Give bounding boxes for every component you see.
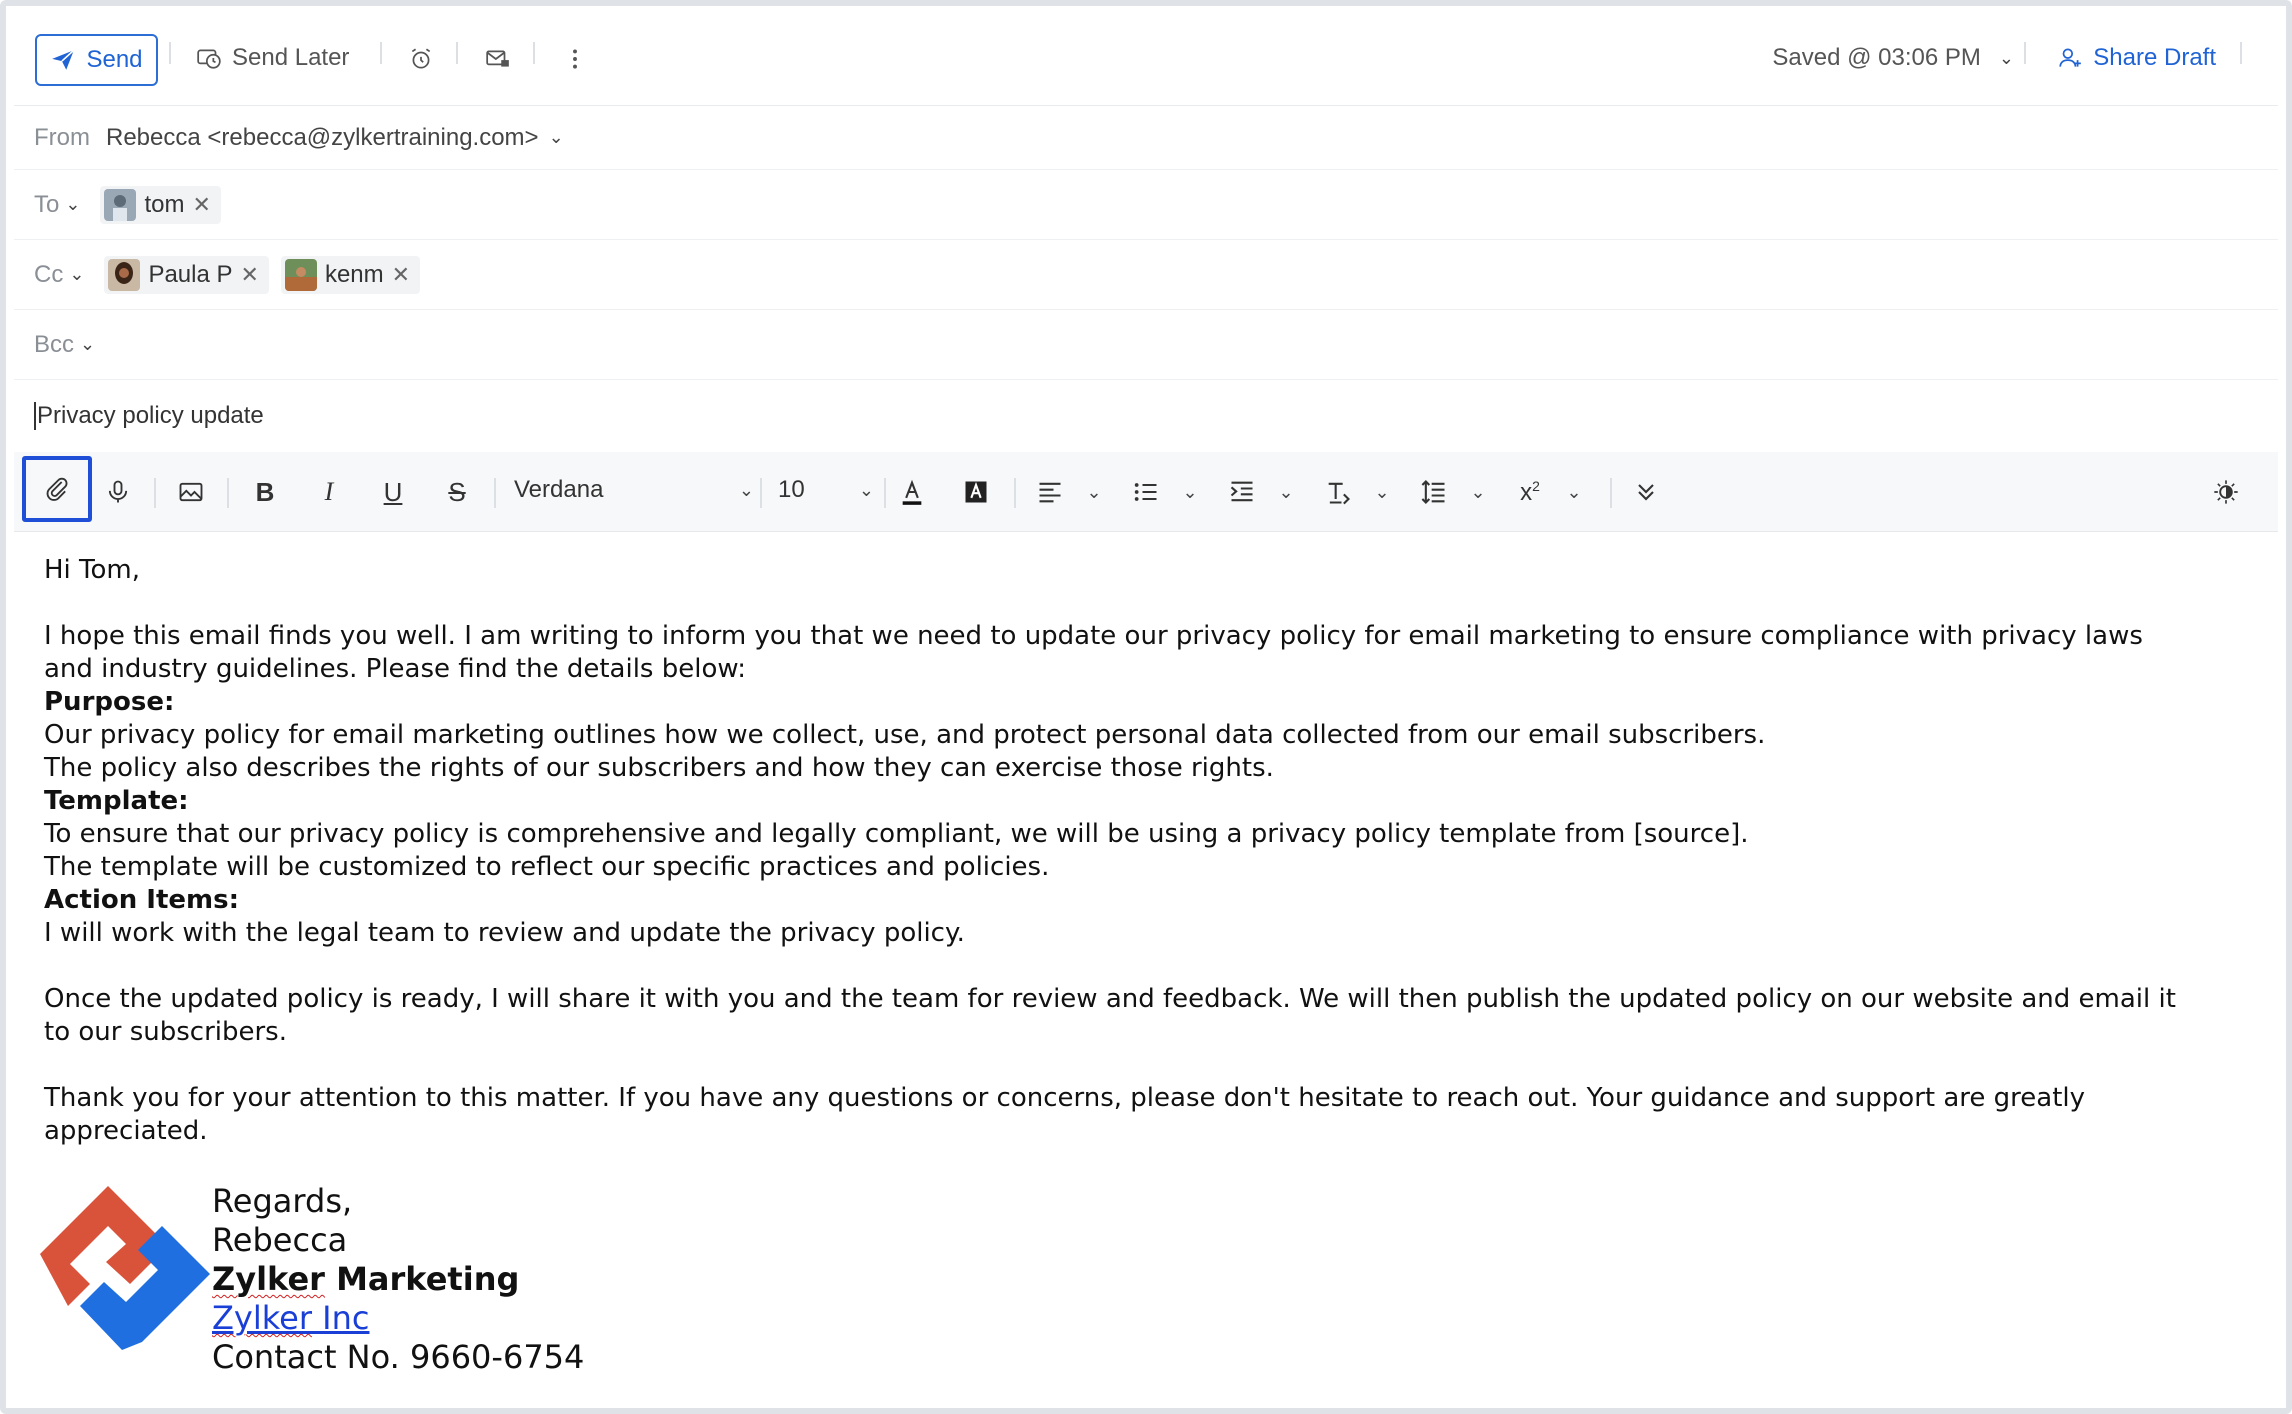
intro-line: I hope this email finds you well. I am writing to inform you that we need to update our privacy policy for email marketing to ensure compliance with privacy laws <box>44 621 2143 651</box>
from-label: From <box>34 123 90 151</box>
chevron-down-icon: ⌄ <box>1182 481 1198 502</box>
toolbar-divider <box>1610 478 1612 508</box>
to-row[interactable] <box>14 170 2278 240</box>
clear-format-icon <box>1324 478 1352 506</box>
closing-line: to our subscribers. <box>44 1017 287 1047</box>
signature-link[interactable] <box>212 1299 584 1338</box>
toolbar-divider <box>1014 478 1016 508</box>
recipient-chip[interactable] <box>100 186 220 224</box>
toolbar-divider <box>884 478 886 508</box>
clock-send-icon <box>196 45 222 71</box>
purpose-line: The policy also describes the rights of our subscribers and how they can exercise those rights. <box>44 753 1274 783</box>
cc-row[interactable] <box>14 240 2278 310</box>
toolbar-divider <box>456 42 458 64</box>
share-draft-label: Share Draft <box>2093 44 2216 71</box>
chevron-down-icon: ⌄ <box>1470 481 1486 502</box>
subject-field[interactable] <box>34 402 264 431</box>
clear-format-button[interactable] <box>1318 472 1358 512</box>
action-line: I will work with the legal team to review and update the privacy policy. <box>44 918 965 948</box>
toolbar-divider <box>2240 42 2242 64</box>
avatar <box>108 259 140 291</box>
superscript-dropdown[interactable] <box>1554 472 1594 512</box>
toolbar-divider <box>154 478 156 508</box>
avatar <box>104 189 136 221</box>
strikethrough-button[interactable] <box>437 472 477 512</box>
reminder-button[interactable] <box>406 44 436 74</box>
avatar <box>285 259 317 291</box>
indent-dropdown[interactable] <box>1266 472 1306 512</box>
chevron-down-icon: ⌄ <box>1998 47 2014 68</box>
share-draft-button[interactable] <box>2057 44 2216 72</box>
line-spacing-icon <box>1420 478 1448 506</box>
superscript-button[interactable] <box>1510 472 1550 512</box>
remove-recipient-icon[interactable]: ✕ <box>240 261 259 287</box>
align-icon <box>1036 478 1064 506</box>
remove-recipient-icon[interactable]: ✕ <box>391 261 411 287</box>
toolbar-divider <box>380 42 382 64</box>
closing-line: Once the updated policy is ready, I will share it with you and the team for review and feedback. We will then publish the updated policy on our website and email it <box>44 984 2176 1014</box>
send-icon <box>50 47 76 73</box>
bcc-label: Bcc <box>34 330 75 358</box>
more-options-button[interactable] <box>1626 472 1666 512</box>
bulleted-list-icon <box>1132 478 1160 506</box>
toolbar-divider <box>2024 42 2026 64</box>
more-options-icon <box>1632 478 1660 506</box>
font-size-select[interactable] <box>778 476 874 504</box>
chevron-down-icon: ⌄ <box>1086 481 1102 502</box>
underline-icon: U <box>383 476 403 507</box>
italic-icon: I <box>324 477 334 506</box>
purpose-line: Our privacy policy for email marketing outlines how we collect, use, and protect personal data collected from our email subscribers. <box>44 720 1766 750</box>
template-line: To ensure that our privacy policy is comprehensive and legally compliant, we will be using a privacy policy template from [source]. <box>44 819 1749 849</box>
message-body[interactable] <box>44 554 2254 1148</box>
bold-icon: B <box>255 476 275 507</box>
align-button[interactable] <box>1030 472 1070 512</box>
from-selector[interactable] <box>106 124 564 152</box>
font-size-value: 10 <box>778 476 805 503</box>
clear-format-dropdown[interactable] <box>1362 472 1402 512</box>
action-heading: Action Items: <box>44 885 239 915</box>
more-button[interactable] <box>560 44 590 74</box>
background-color-button[interactable] <box>956 472 996 512</box>
background-color-icon <box>962 478 990 506</box>
recipient-chip[interactable] <box>281 256 420 294</box>
send-button-label: Send <box>86 46 143 73</box>
template-heading: Template: <box>44 786 189 816</box>
font-color-icon <box>898 478 926 506</box>
font-family-value: Verdana <box>514 476 604 503</box>
underline-button[interactable] <box>373 472 413 512</box>
company-logo <box>40 1182 210 1357</box>
signature-link-word1: Zylker <box>212 1299 312 1337</box>
line-spacing-button[interactable] <box>1414 472 1454 512</box>
subject-text: Privacy policy update <box>37 401 264 429</box>
chevron-down-icon: ⌄ <box>1566 481 1582 502</box>
dictate-button[interactable] <box>98 472 138 512</box>
signature-regards: Regards, <box>212 1182 353 1220</box>
chevron-down-icon: ⌄ <box>80 334 96 354</box>
bcc-row[interactable] <box>14 310 2278 380</box>
signature-link-word2: Inc <box>311 1299 370 1337</box>
thanks-line: Thank you for your attention to this matter. If you have any questions or concerns, please don't hesitate to reach out. Your guidance and support are greatly <box>44 1083 2086 1113</box>
signature-company <box>212 1260 584 1299</box>
save-status[interactable] <box>1772 44 2014 72</box>
chevron-down-icon: ⌄ <box>858 479 874 500</box>
align-dropdown[interactable] <box>1074 472 1114 512</box>
user-add-icon <box>2057 45 2083 71</box>
template-line: The template will be customized to reflect our specific practices and policies. <box>44 852 1050 882</box>
greeting: Hi Tom, <box>44 555 141 585</box>
signature-company-word1: Zylker <box>212 1260 325 1298</box>
toolbar-divider <box>169 42 171 64</box>
chevron-down-icon: ⌄ <box>738 479 754 500</box>
format-toolbar <box>14 452 2278 532</box>
recipient-name: Paula P <box>148 260 233 288</box>
insert-image-button[interactable] <box>171 472 211 512</box>
theme-toggle-button[interactable] <box>2206 472 2246 512</box>
send-button[interactable] <box>35 34 158 86</box>
bulleted-list-button[interactable] <box>1126 472 1166 512</box>
indent-button[interactable] <box>1222 472 1262 512</box>
microphone-icon <box>104 478 132 506</box>
envelope-lock-icon <box>485 46 511 72</box>
list-dropdown[interactable] <box>1170 472 1210 512</box>
toolbar-divider <box>227 478 229 508</box>
signature-company-word2: Marketing <box>324 1260 520 1298</box>
send-later-button[interactable] <box>196 44 349 72</box>
thanks-line: appreciated. <box>44 1116 208 1146</box>
purpose-heading: Purpose: <box>44 687 175 717</box>
chevron-down-icon: ⌄ <box>65 194 81 214</box>
attach-button[interactable] <box>22 456 92 522</box>
chevron-down-icon: ⌄ <box>69 264 85 284</box>
recipient-chip[interactable] <box>104 256 269 294</box>
cc-selector[interactable] <box>34 261 84 289</box>
to-selector[interactable] <box>34 191 80 219</box>
remove-recipient-icon[interactable]: ✕ <box>192 191 211 217</box>
bold-button[interactable] <box>245 472 285 512</box>
toolbar-divider <box>533 42 535 64</box>
alarm-icon <box>408 46 434 72</box>
strikethrough-icon: S <box>448 476 466 507</box>
signature-contact: Contact No. 9660-6754 <box>212 1338 585 1376</box>
indent-icon <box>1228 478 1256 506</box>
compose-toolbar <box>14 14 2278 106</box>
text-cursor <box>34 402 36 430</box>
signature-block <box>40 1182 640 1382</box>
chevron-down-icon: ⌄ <box>1374 481 1390 502</box>
to-label: To <box>34 190 60 218</box>
intro-line: and industry guidelines. Please find the details below: <box>44 654 746 684</box>
insert-image-icon <box>177 478 205 506</box>
signature-name: Rebecca <box>212 1221 348 1259</box>
toolbar-divider <box>760 478 762 508</box>
send-later-label: Send Later <box>232 44 350 71</box>
cc-label: Cc <box>34 260 64 288</box>
from-row <box>14 106 2278 170</box>
line-spacing-dropdown[interactable] <box>1458 472 1498 512</box>
toolbar-divider <box>494 478 496 508</box>
theme-toggle-icon <box>2212 478 2240 506</box>
encrypt-button[interactable] <box>483 44 513 74</box>
more-vertical-icon <box>562 46 588 72</box>
chevron-down-icon: ⌄ <box>1278 481 1294 502</box>
font-color-button[interactable] <box>892 472 932 512</box>
bcc-selector[interactable] <box>34 331 95 359</box>
blank-line <box>44 587 2254 620</box>
chevron-down-icon: ⌄ <box>548 127 564 147</box>
blank-line <box>44 950 2254 983</box>
italic-button[interactable] <box>309 472 349 512</box>
recipient-name: kenm <box>324 260 384 288</box>
font-family-select[interactable] <box>514 476 754 504</box>
blank-line <box>44 1049 2254 1082</box>
subject-row[interactable] <box>14 380 2278 452</box>
from-value: Rebecca <rebecca@zylkertraining.com> <box>106 123 539 151</box>
superscript-icon: $x^2$ <box>1520 477 1540 506</box>
recipient-name: tom <box>144 190 185 218</box>
attach-icon <box>43 475 71 503</box>
saved-status-text: Saved @ 03:06 PM <box>1772 44 1981 71</box>
